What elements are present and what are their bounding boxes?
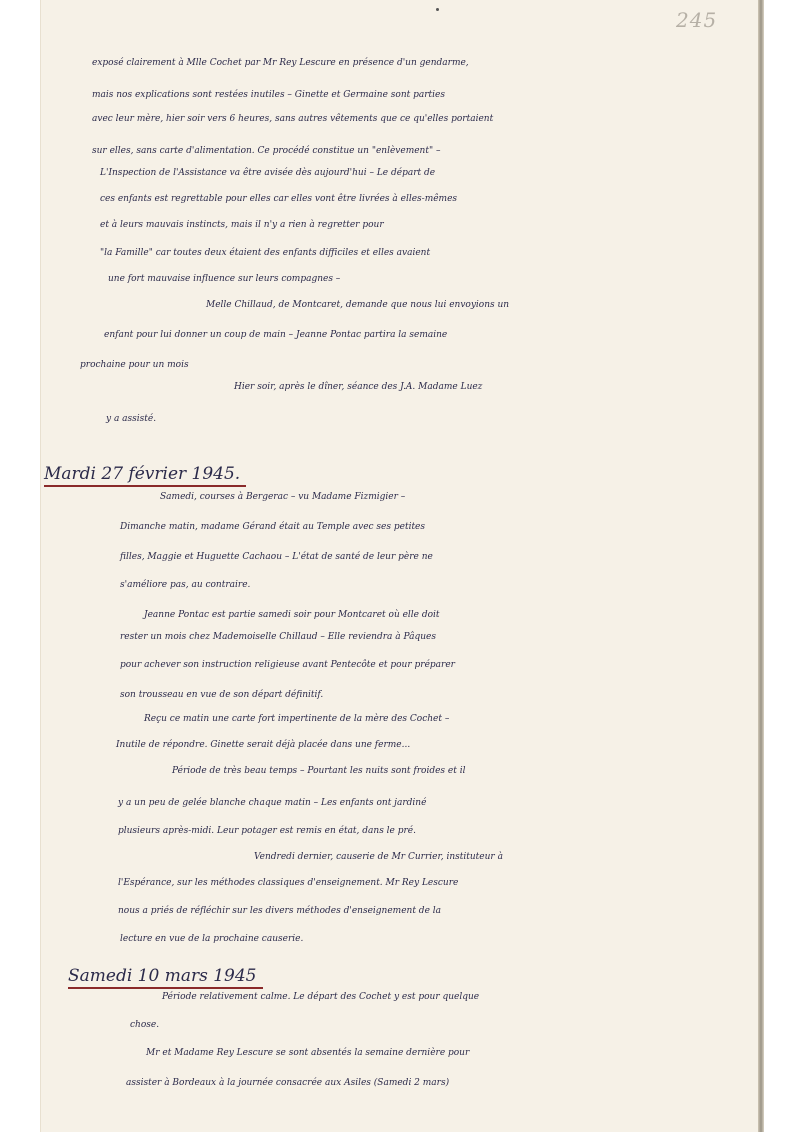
- text-line: Période de très beau temps – Pourtant les nuits sont froides et il: [172, 766, 466, 776]
- text-line: avec leur mère, hier soir vers 6 heures, sans autres vêtements que ce qu'elles portaient: [92, 114, 494, 124]
- text-line: son trousseau en vue de son départ définitif.: [120, 690, 324, 700]
- text-line: assister à Bordeaux à la journée consacrée aux Asiles (Samedi 2 mars): [126, 1078, 450, 1088]
- text-line: Mr et Madame Rey Lescure se sont absentés la semaine dernière pour: [146, 1048, 470, 1058]
- text-line: une fort mauvaise influence sur leurs compagnes –: [108, 274, 341, 284]
- text-line: y a un peu de gelée blanche chaque matin – Les enfants ont jardiné: [118, 798, 427, 808]
- text-line: Dimanche matin, madame Gérand était au Temple avec ses petites: [120, 522, 426, 532]
- text-line: sur elles, sans carte d'alimentation. Ce procédé constitue un "enlèvement" –: [92, 146, 441, 156]
- text-line: L'Inspection de l'Assistance va être avisée dès aujourd'hui – Le départ de: [100, 168, 436, 178]
- text-line: enfant pour lui donner un coup de main – Jeanne Pontac partira la semaine: [104, 330, 448, 340]
- text-line: chose.: [130, 1020, 160, 1030]
- text-line: lecture en vue de la prochaine causerie.: [120, 934, 304, 944]
- text-line: filles, Maggie et Huguette Cachaou – L'état de santé de leur père ne: [120, 552, 433, 562]
- text-line: mais nos explications sont restées inutiles – Ginette et Germaine sont parties: [92, 90, 445, 100]
- page-number: 245: [676, 8, 718, 32]
- text-line: Hier soir, après le dîner, séance des J.A. Madame Luez: [234, 382, 483, 392]
- text-line: Melle Chillaud, de Montcaret, demande que nous lui envoyions un: [206, 300, 510, 310]
- text-line: "la Famille" car toutes deux étaient des enfants difficiles et elles avaient: [100, 248, 431, 258]
- text-line: Période relativement calme. Le départ des Cochet y est pour quelque: [162, 992, 480, 1002]
- ink-dot: [436, 8, 439, 11]
- text-line: prochaine pour un mois: [80, 360, 189, 370]
- text-line: Vendredi dernier, causerie de Mr Currier, instituteur à: [254, 852, 503, 862]
- text-line: et à leurs mauvais instincts, mais il n'y a rien à regretter pour: [100, 220, 384, 230]
- text-line: Reçu ce matin une carte fort impertinente de la mère des Cochet –: [144, 714, 450, 724]
- entry-date: Mardi 27 février 1945.: [44, 464, 246, 487]
- text-line: rester un mois chez Mademoiselle Chillaud – Elle reviendra à Pâques: [120, 632, 436, 642]
- text-line: Inutile de répondre. Ginette serait déjà placée dans une ferme...: [116, 740, 411, 750]
- text-line: ces enfants est regrettable pour elles car elles vont être livrées à elles-mêmes: [100, 194, 458, 204]
- text-line: Jeanne Pontac est partie samedi soir pour Montcaret où elle doit: [144, 610, 440, 620]
- text-line: s'améliore pas, au contraire.: [120, 580, 251, 590]
- text-line: Samedi, courses à Bergerac – vu Madame Fizmigier –: [160, 492, 406, 502]
- text-line: nous a priés de réfléchir sur les divers méthodes d'enseignement de la: [118, 906, 441, 916]
- text-line: plusieurs après-midi. Leur potager est remis en état, dans le pré.: [118, 826, 416, 836]
- text-line: y a assisté.: [106, 414, 157, 424]
- text-line: l'Espérance, sur les méthodes classiques d'enseignement. Mr Rey Lescure: [118, 878, 459, 888]
- text-line: pour achever son instruction religieuse avant Pentecôte et pour préparer: [120, 660, 455, 670]
- text-line: exposé clairement à Mlle Cochet par Mr Rey Lescure en présence d'un gendarme,: [92, 58, 469, 68]
- entry-date: Samedi 10 mars 1945: [68, 966, 263, 989]
